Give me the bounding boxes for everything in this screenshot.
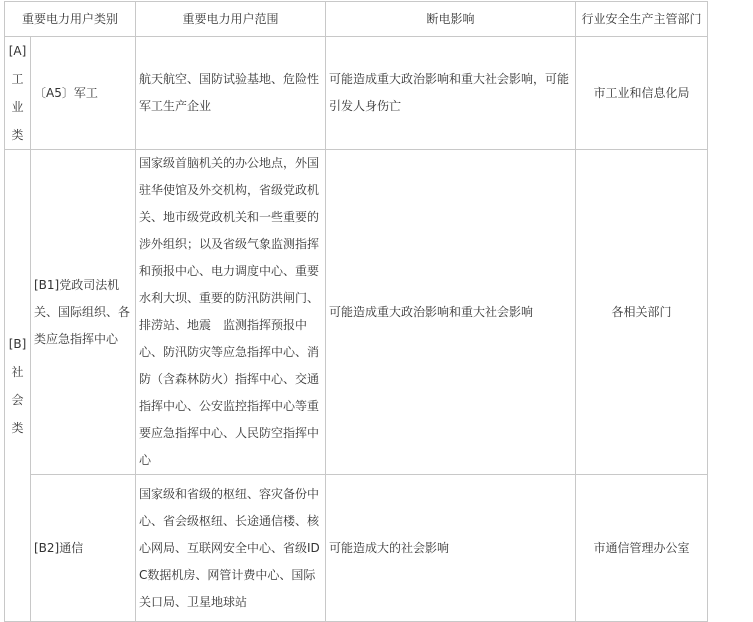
impact-cell: 可能造成大的社会影响	[326, 475, 576, 622]
subcategory-cell: [B1]党政司法机关、国际组织、各类应急指挥中心	[31, 150, 136, 475]
header-category: 重要电力用户类别	[5, 2, 136, 37]
header-impact: 断电影响	[326, 2, 576, 37]
department-cell: 市工业和信息化局	[576, 37, 708, 150]
category-b: [B] 社 会 类	[5, 150, 31, 622]
category-a: [A] 工 业 类	[5, 37, 31, 150]
table-row	[5, 150, 708, 475]
table-row	[5, 475, 708, 622]
power-user-table	[4, 1, 708, 622]
header-department: 行业安全生产主管部门	[576, 2, 708, 37]
subcategory-cell: 〔A5〕军工	[31, 37, 136, 150]
department-cell: 市通信管理办公室	[576, 475, 708, 622]
scope-cell: 航天航空、国防试验基地、危险性军工生产企业	[136, 37, 326, 150]
subcategory-cell: [B2]通信	[31, 475, 136, 622]
header-scope: 重要电力用户范围	[136, 2, 326, 37]
scope-cell: 国家级和省级的枢纽、容灾备份中心、省会级枢纽、长途通信楼、核心网局、互联网安全中心、省级IDC数据机房、网管计费中心、国际关口局、卫星地球站	[136, 475, 326, 622]
table-header-row	[5, 2, 708, 37]
scope-cell: 国家级首脑机关的办公地点，外国驻华使馆及外交机构，省级党政机关、地市级党政机关和一些重要的涉外组织；以及省级气象监测指挥和预报中心、电力调度中心、重要水利大坝、重要的防汛防洪闸门、排涝站、地震 监测指挥预报中心、防汛防灾等应急指挥中心、消防（含森林防火）指挥中心、交通指挥中心、公安监控指挥中心等重要应急指挥中心、人民防空指挥中心	[136, 150, 326, 475]
table-row	[5, 37, 708, 150]
department-cell: 各相关部门	[576, 150, 708, 475]
impact-cell: 可能造成重大政治影响和重大社会影响，可能引发人身伤亡	[326, 37, 576, 150]
impact-cell: 可能造成重大政治影响和重大社会影响	[326, 150, 576, 475]
